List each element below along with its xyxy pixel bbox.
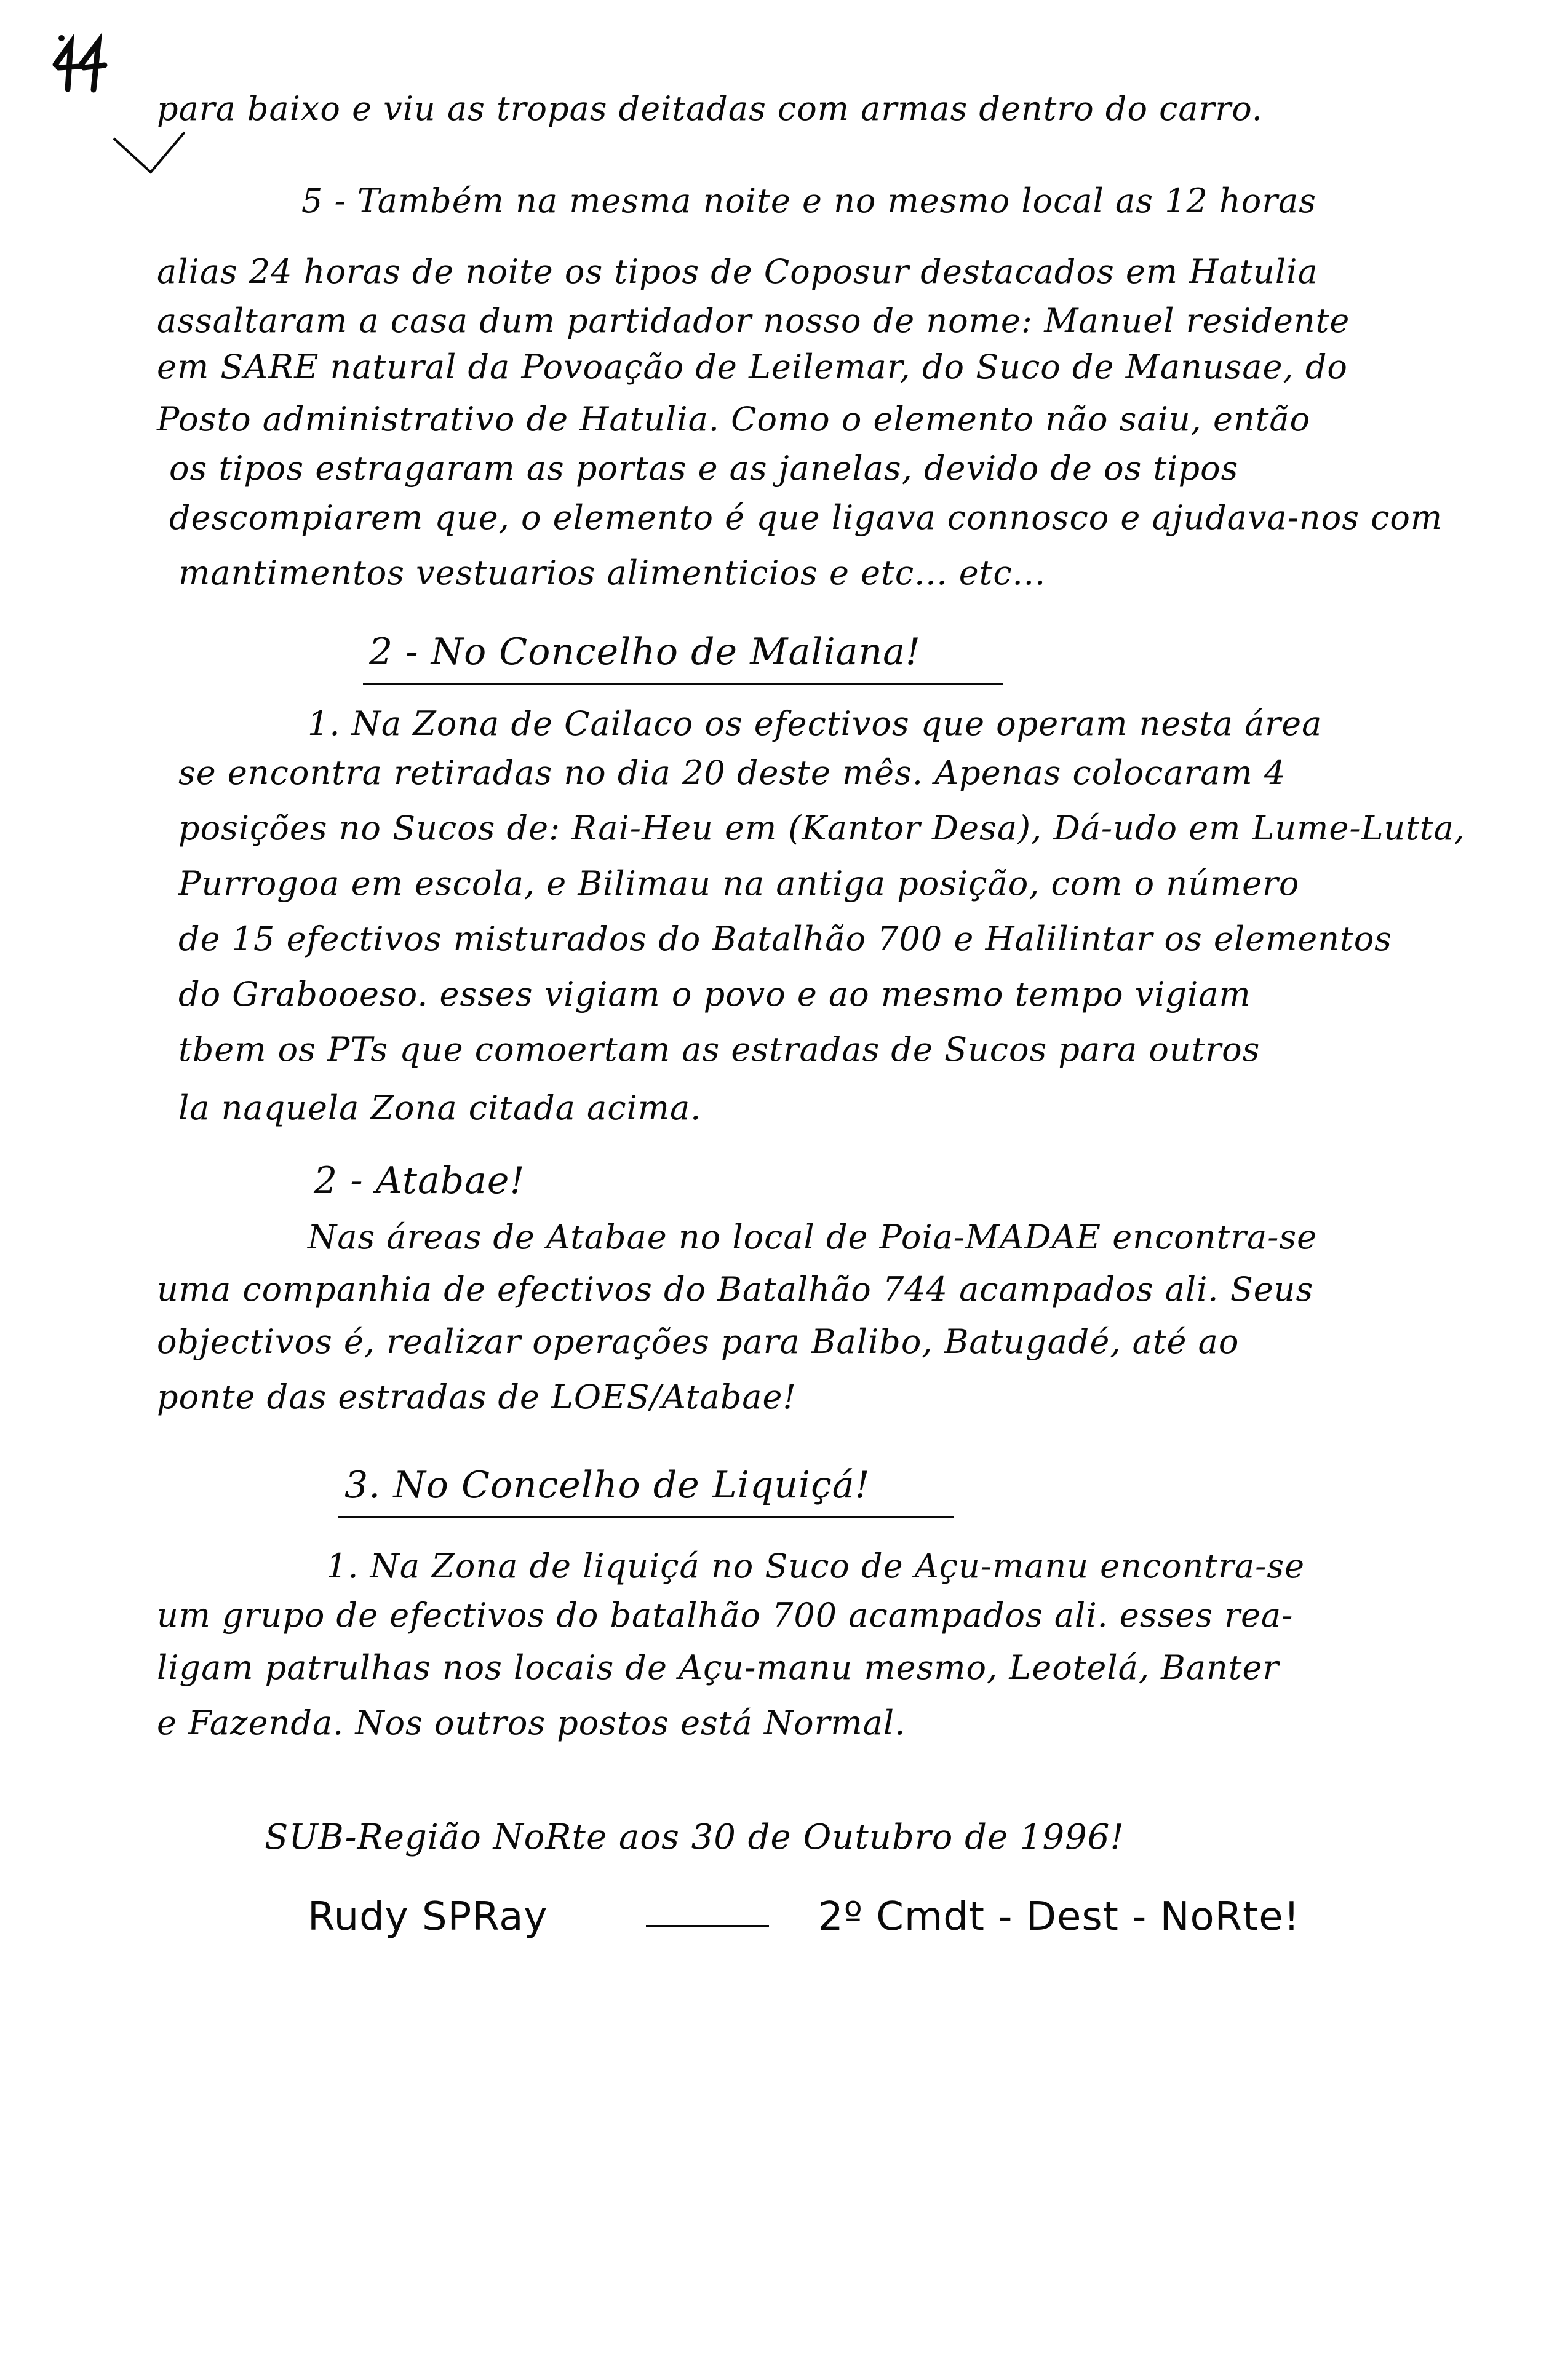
- text-line-4: assaltaram a casa dum partidador nosso de nome: Manuel residente: [157, 301, 1350, 340]
- page-number-mark: [43, 31, 111, 98]
- text-line-2: 5 - Também na mesma noite e no mesmo local as 12 horas: [301, 181, 1316, 220]
- heading-underline: [363, 683, 1003, 685]
- text-line-8: descompiarem que, o elemento é que ligava connosco e ajudava-nos com: [169, 498, 1443, 537]
- text-line-21: ponte das estradas de LOES/Atabae!: [157, 1378, 797, 1416]
- signature-dash: [646, 1925, 769, 1927]
- section-heading-maliana: 2 - No Concelho de Maliana!: [369, 630, 921, 673]
- text-line-19: uma companhia de efectivos do Batalhão 744 acampados ali. Seus: [157, 1270, 1314, 1309]
- text-line-3: alias 24 horas de noite os tipos de Coposur destacados em Hatulia: [157, 252, 1318, 291]
- date-line: SUB-Região NoRte aos 30 de Outubro de 1996!: [265, 1817, 1125, 1857]
- heading-underline: [338, 1516, 954, 1518]
- insertion-tick-mark: [108, 126, 188, 194]
- text-line-10: 1. Na Zona de Cailaco os efectivos que operam nesta área: [308, 704, 1323, 743]
- text-line-11: se encontra retiradas no dia 20 deste mês. Apenas colocaram 4: [178, 753, 1286, 792]
- text-line-22: 1. Na Zona de liquiçá no Suco de Açu-manu encontra-se: [326, 1547, 1305, 1585]
- text-line-18: Nas áreas de Atabae no local de Poia-MADAE encontra-se: [308, 1218, 1318, 1256]
- text-line-7: os tipos estragaram as portas e as janelas, devido de os tipos: [169, 449, 1239, 488]
- section-heading-atabae: 2 - Atabae!: [314, 1159, 525, 1202]
- text-line-24: ligam patrulhas nos locais de Açu-manu mesmo, Leotelá, Banter: [157, 1648, 1280, 1687]
- section-heading-liquica: 3. No Concelho de Liquiçá!: [344, 1464, 870, 1507]
- signature-name: Rudy SPRay: [308, 1894, 548, 1940]
- text-line-9: mantimentos vestuarios alimenticios e etc... etc...: [178, 553, 1046, 592]
- text-line-15: do Grabooeso. esses vigiam o povo e ao mesmo tempo vigiam: [178, 975, 1251, 1013]
- text-line-5: em SARE natural da Povoação de Leilemar, do Suco de Manusae, do: [157, 347, 1348, 386]
- text-line-6: Posto administrativo de Hatulia. Como o elemento não saiu, então: [157, 400, 1311, 438]
- text-line-20: objectivos é, realizar operações para Balibo, Batugadé, até ao: [157, 1322, 1240, 1361]
- text-line-14: de 15 efectivos misturados do Batalhão 700 e Halilintar os elementos: [178, 919, 1392, 958]
- text-line-16: tbem os PTs que comoertam as estradas de Sucos para outros: [178, 1030, 1260, 1069]
- text-line-23: um grupo de efectivos do batalhão 700 acampados ali. esses rea-: [157, 1596, 1294, 1635]
- text-line-17: la naquela Zona citada acima.: [178, 1089, 702, 1127]
- text-line-13: Purrogoa em escola, e Bilimau na antiga posição, com o número: [178, 864, 1300, 903]
- text-line-25: e Fazenda. Nos outros postos está Normal.: [157, 1704, 906, 1742]
- signature-title: 2º Cmdt - Dest - NoRte!: [818, 1894, 1300, 1940]
- text-line-12: posições no Sucos de: Rai-Heu em (Kantor Desa), Dá-udo em Lume-Lutta,: [178, 809, 1465, 847]
- text-line-1: para baixo e viu as tropas deitadas com armas dentro do carro.: [157, 89, 1263, 128]
